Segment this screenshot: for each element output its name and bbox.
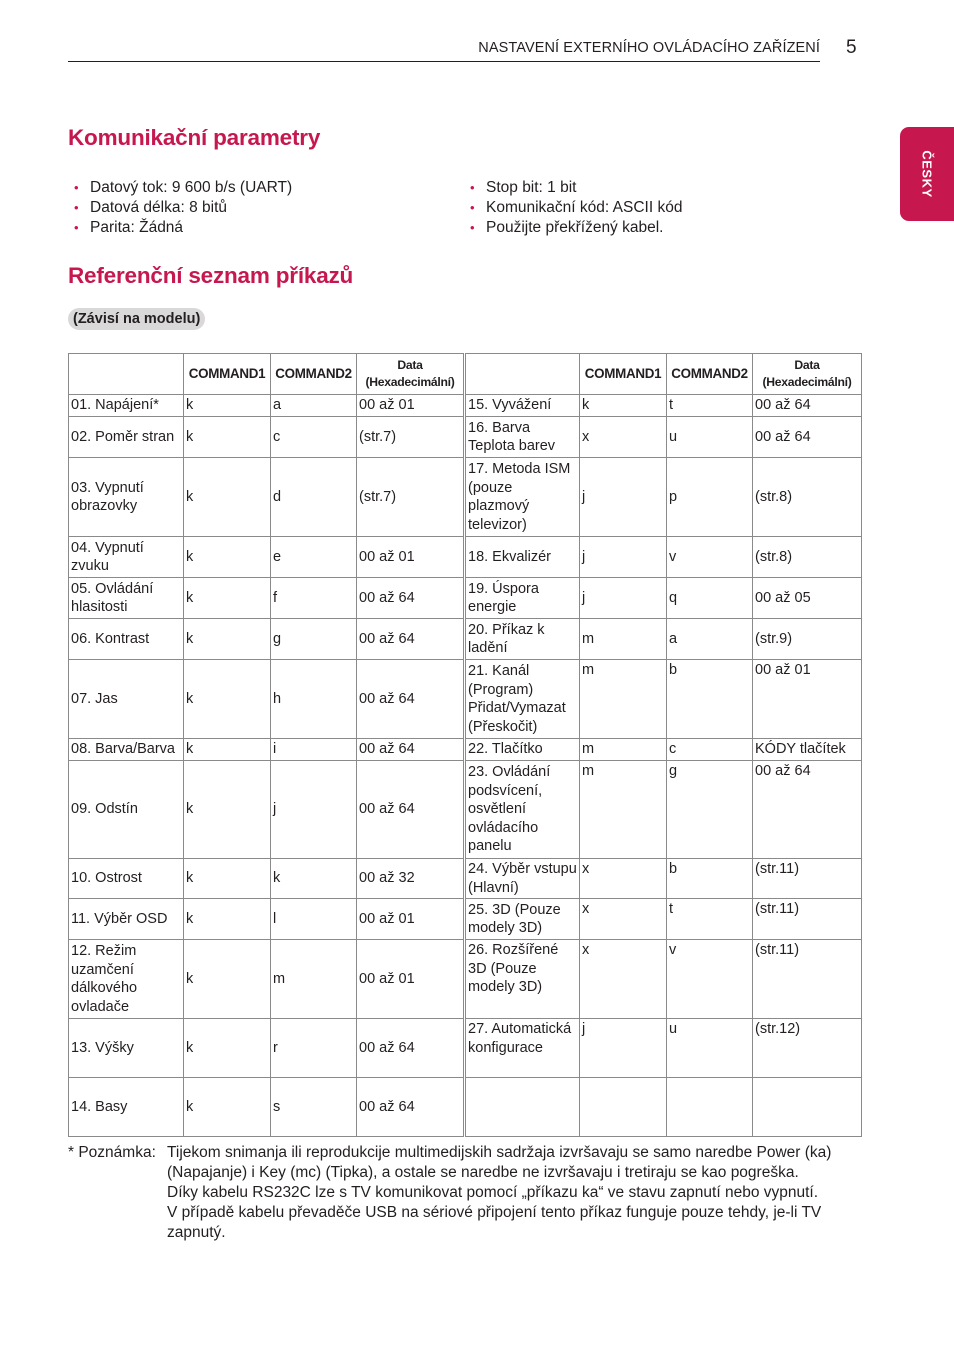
table-cell: u (667, 417, 753, 458)
bullet-icon: • (470, 220, 475, 235)
table-header-row (69, 354, 862, 395)
table-row (69, 417, 862, 458)
table-cell: 02. Poměr stran (69, 417, 184, 458)
table-cell: k (184, 660, 271, 739)
table-cell: k (184, 1019, 271, 1078)
comm-params-list-left (68, 178, 292, 238)
table-cell: e (271, 537, 357, 578)
table-cell: 00 až 01 (357, 899, 465, 940)
table-cell: 08. Barva/Barva (69, 739, 184, 761)
table-row (69, 395, 862, 417)
table-cell: 00 až 64 (357, 578, 465, 619)
table-cell: 22. Tlačítko (465, 739, 580, 761)
footnote-line: Tijekom snimanja ili reprodukcije multimedijskih sadržaja izvršavaju se samo naredbe Power (ka) (Napajanje) i Key (mc) (Tipka), a ostale se naredbe ne izvršavaju i tretiraju se kao pogreška. (167, 1144, 832, 1181)
table-cell: (str.9) (753, 619, 862, 660)
table-cell: a (667, 619, 753, 660)
page-number: 5 (846, 37, 857, 58)
table-cell: 04. Vypnutí zvuku (69, 537, 184, 578)
table-row (69, 1019, 862, 1078)
table-cell: p (667, 458, 753, 537)
table-cell (580, 1078, 667, 1137)
running-header: NASTAVENÍ EXTERNÍHO OVLÁDACÍHO ZAŘÍZENÍ (478, 40, 820, 56)
table-cell: m (580, 761, 667, 859)
table-cell: f (271, 578, 357, 619)
table-cell: k (184, 417, 271, 458)
table-row (69, 537, 862, 578)
header-data: Data (Hexadecimální) (357, 354, 465, 395)
header-name (465, 354, 580, 395)
table-cell: 21. Kanál (Program) Přidat/Vymazat (Přeskočit) (465, 660, 580, 739)
table-cell: j (271, 761, 357, 859)
table-cell (667, 1078, 753, 1137)
table-cell: 01. Napájení* (69, 395, 184, 417)
table-cell: 00 až 64 (357, 1078, 465, 1137)
table-cell: k (184, 395, 271, 417)
table-cell: 09. Odstín (69, 761, 184, 859)
table-cell: 00 až 64 (357, 1019, 465, 1078)
table-cell: q (667, 578, 753, 619)
list-item: • Stop bit: 1 bit (470, 179, 577, 196)
table-cell: (str.11) (753, 940, 862, 1019)
table-cell: m (580, 739, 667, 761)
list-item: • Datová délka: 8 bitů (74, 199, 228, 216)
table-cell: 00 až 64 (753, 761, 862, 859)
table-cell: 00 až 64 (357, 761, 465, 859)
table-cell: (str.7) (357, 417, 465, 458)
table-cell: k (184, 761, 271, 859)
table-cell: 19. Úspora energie (465, 578, 580, 619)
table-cell: g (271, 619, 357, 660)
list-item: • Datový tok: 9 600 b/s (UART) (74, 179, 293, 196)
table-cell: c (271, 417, 357, 458)
table-cell (753, 1078, 862, 1137)
table-cell: k (184, 940, 271, 1019)
table-cell: 00 až 64 (357, 660, 465, 739)
table-cell: 00 až 05 (753, 578, 862, 619)
table-cell: 20. Příkaz k ladění (465, 619, 580, 660)
table-cell: (str.12) (753, 1019, 862, 1078)
table-cell: 00 až 64 (753, 395, 862, 417)
table-cell: (str.11) (753, 859, 862, 899)
table-cell: 14. Basy (69, 1078, 184, 1137)
table-cell: k (184, 578, 271, 619)
table-cell: j (580, 578, 667, 619)
table-cell: x (580, 899, 667, 940)
table-cell: k (184, 537, 271, 578)
table-cell: (str.7) (357, 458, 465, 537)
table-row (69, 739, 862, 761)
table-cell: c (667, 739, 753, 761)
table-cell: j (580, 537, 667, 578)
table-cell: j (580, 1019, 667, 1078)
table-cell: v (667, 537, 753, 578)
table-cell: t (667, 395, 753, 417)
bullet-icon: • (74, 180, 79, 195)
table-cell: a (271, 395, 357, 417)
footnote (68, 1143, 868, 1243)
model-dependency-badge: (Závisí na modelu) (68, 308, 205, 330)
table-cell: 00 až 64 (753, 417, 862, 458)
header-divider (68, 61, 820, 62)
table-row (69, 859, 862, 899)
footnote-label: * Poznámka: (68, 1144, 156, 1161)
table-cell: x (580, 417, 667, 458)
bullet-icon: • (470, 180, 475, 195)
header-command2: COMMAND2 (667, 354, 753, 395)
table-cell: 07. Jas (69, 660, 184, 739)
table-cell: k (184, 859, 271, 899)
table-cell: 06. Kontrast (69, 619, 184, 660)
table-cell: m (580, 619, 667, 660)
comm-params-list-right (464, 178, 682, 238)
table-row (69, 899, 862, 940)
table-cell: 11. Výběr OSD (69, 899, 184, 940)
table-cell: 00 až 32 (357, 859, 465, 899)
table-cell: 17. Metoda ISM (pouze plazmový televizor) (465, 458, 580, 537)
table-cell: 00 až 01 (357, 537, 465, 578)
table-cell: 23. Ovládání podsvícení, osvětlení ovládacího panelu (465, 761, 580, 859)
bullet-icon: • (470, 200, 475, 215)
table-cell: 00 až 64 (357, 619, 465, 660)
bullet-icon: • (74, 200, 79, 215)
table-cell: 26. Rozšířené 3D (Pouze modely 3D) (465, 940, 580, 1019)
table-cell: k (184, 1078, 271, 1137)
table-row (69, 761, 862, 859)
table-cell: 12. Režim uzamčení dálkového ovladače (69, 940, 184, 1019)
table-cell: l (271, 899, 357, 940)
table-cell: h (271, 660, 357, 739)
table-cell: 15. Vyvážení (465, 395, 580, 417)
table-cell: 10. Ostrost (69, 859, 184, 899)
table-cell: k (184, 619, 271, 660)
table-cell: v (667, 940, 753, 1019)
table-cell: x (580, 859, 667, 899)
table-cell: 13. Výšky (69, 1019, 184, 1078)
table-cell: 03. Vypnutí obrazovky (69, 458, 184, 537)
table-row (69, 619, 862, 660)
table-cell: 00 až 01 (357, 395, 465, 417)
language-tab (900, 127, 954, 221)
table-cell: (str.8) (753, 537, 862, 578)
footnote-text (167, 1143, 868, 1243)
table-cell: (str.8) (753, 458, 862, 537)
command-table (68, 353, 862, 1137)
table-cell (465, 1078, 580, 1137)
table-cell: x (580, 940, 667, 1019)
table-row (69, 660, 862, 739)
table-row (69, 940, 862, 1019)
table-cell: 24. Výběr vstupu (Hlavní) (465, 859, 580, 899)
table-cell: b (667, 660, 753, 739)
table-cell: u (667, 1019, 753, 1078)
table-cell: k (184, 899, 271, 940)
table-cell: g (667, 761, 753, 859)
table-cell: 16. Barva Teplota barev (465, 417, 580, 458)
table-cell: k (184, 739, 271, 761)
table-row (69, 1078, 862, 1137)
list-item: • Komunikační kód: ASCII kód (470, 199, 683, 216)
comm-params-title: Komunikační parametry (68, 125, 321, 150)
table-cell: 00 až 01 (753, 660, 862, 739)
table-cell: 05. Ovládání hlasitosti (69, 578, 184, 619)
list-item: • Použijte překřížený kabel. (470, 219, 664, 236)
table-cell: b (667, 859, 753, 899)
table-cell: (str.11) (753, 899, 862, 940)
table-row (69, 458, 862, 537)
bullet-icon: • (74, 220, 79, 235)
table-cell: m (580, 660, 667, 739)
footnote-line: V případě kabelu převaděče USB na sériové připojení tento příkaz funguje pouze tehdy, je-li TV zapnutý. (167, 1204, 822, 1241)
table-cell: d (271, 458, 357, 537)
table-cell: i (271, 739, 357, 761)
language-tab-label: ČESKY (919, 150, 935, 198)
table-cell: k (184, 458, 271, 537)
table-cell: t (667, 899, 753, 940)
header-data: Data (Hexadecimální) (753, 354, 862, 395)
table-cell: 27. Automatická konfigurace (465, 1019, 580, 1078)
table-cell: k (580, 395, 667, 417)
table-cell: 00 až 64 (357, 739, 465, 761)
header-command2: COMMAND2 (271, 354, 357, 395)
footnote-line: Díky kabelu RS232C lze s TV komunikovat pomocí „příkazu ka“ ve stavu zapnutí nebo vypnutí. (167, 1184, 819, 1201)
list-item: • Parita: Žádná (74, 219, 184, 236)
table-cell: KÓDY tlačítek (753, 739, 862, 761)
header-command1: COMMAND1 (184, 354, 271, 395)
reference-title: Referenční seznam příkazů (68, 263, 354, 288)
header-name (69, 354, 184, 395)
table-cell: k (271, 859, 357, 899)
table-cell: m (271, 940, 357, 1019)
table-cell: j (580, 458, 667, 537)
table-cell: r (271, 1019, 357, 1078)
header-command1: COMMAND1 (580, 354, 667, 395)
table-cell: s (271, 1078, 357, 1137)
table-cell: 25. 3D (Pouze modely 3D) (465, 899, 580, 940)
table-cell: 18. Ekvalizér (465, 537, 580, 578)
table-cell: 00 až 01 (357, 940, 465, 1019)
table-row (69, 578, 862, 619)
